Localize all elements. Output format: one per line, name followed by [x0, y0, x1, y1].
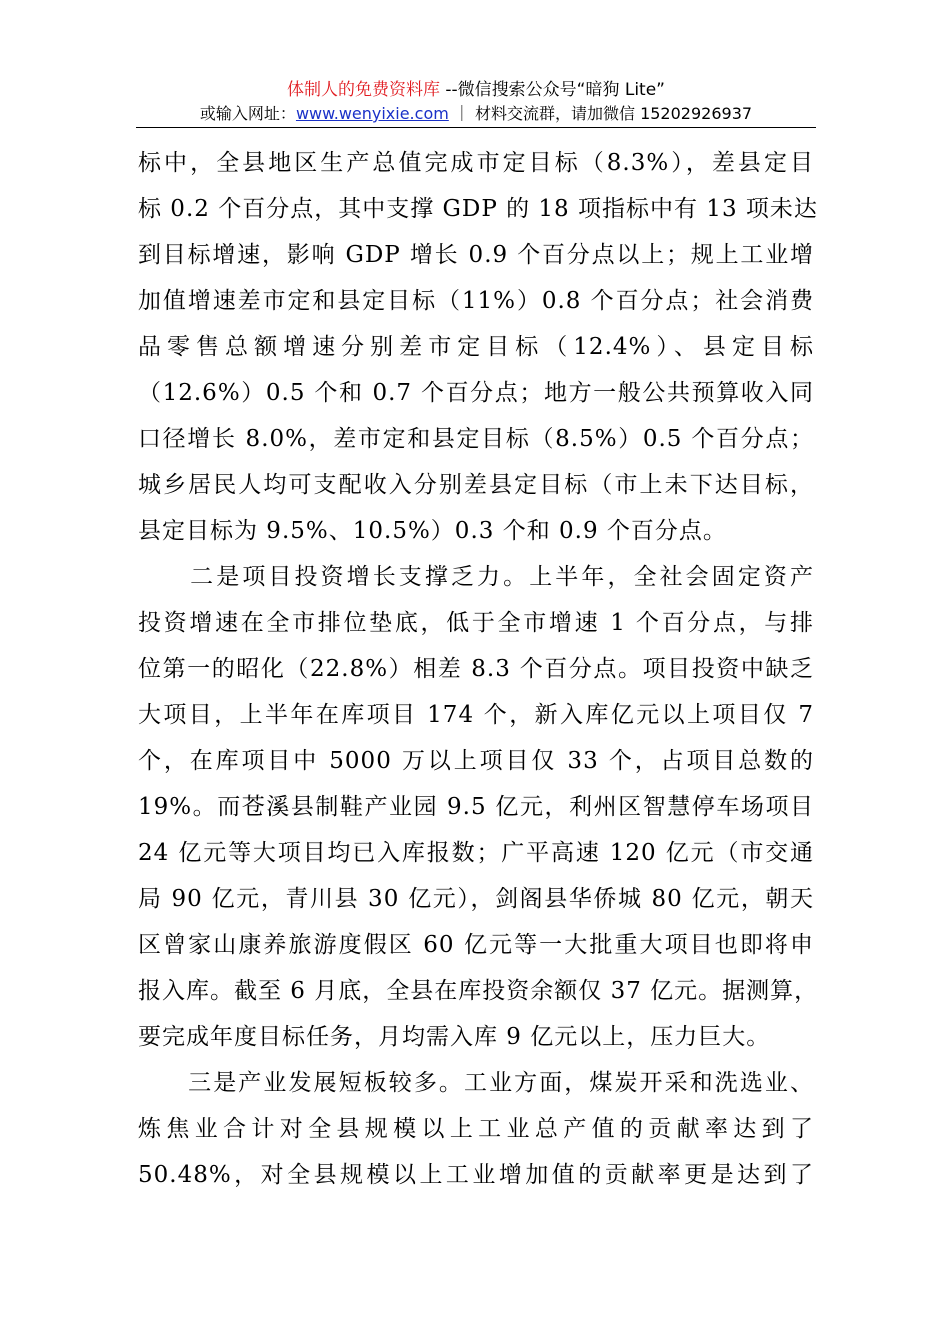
text-line: 24 亿元等大项目均已入库报数；广平高速 120 亿元（市交通: [138, 840, 814, 866]
header-contact-suffix: ｜ 材料交流群，请加微信 15202926937: [448, 104, 753, 123]
text-line: 标 0.2 个百分点，其中支撑 GDP 的 18 项指标中有 13 项未达: [138, 196, 818, 222]
text-line: 19%。而苍溪县制鞋产业园 9.5 亿元，利州区智慧停车场项目: [138, 794, 814, 820]
text-line: 大项目，上半年在库项目 174 个，新入库亿元以上项目仅 7: [138, 702, 814, 728]
header-contact-line: [136, 102, 816, 126]
text-line: 到目标增速，影响 GDP 增长 0.9 个百分点以上；规上工业增: [138, 242, 814, 268]
text-line: 个，在库项目中 5000 万以上项目仅 33 个，占项目总数的: [138, 748, 814, 774]
text-line: 投资增速在全市排位垫底，低于全市增速 1 个百分点，与排: [138, 610, 814, 636]
text-line: （12.6%）0.5 个和 0.7 个百分点；地方一般公共预算收入同: [138, 380, 814, 406]
text-line: 加值增速差市定和县定目标（11%）0.8 个百分点；社会消费: [138, 288, 814, 314]
header-url-prefix: 或输入网址：: [199, 104, 296, 123]
text-line: 炼焦业合计对全县规模以上工业总产值的贡献率达到了: [138, 1116, 814, 1142]
website-link[interactable]: www.wenyixie.com: [295, 104, 449, 123]
text-line: 标中，全县地区生产总值完成市定目标（8.3%），差县定目: [138, 150, 814, 176]
text-line: 三是产业发展短板较多。工业方面，煤炭开采和洗选业、: [138, 1070, 814, 1096]
header-divider: [136, 127, 816, 128]
document-header: [136, 78, 816, 126]
header-tagline: --微信搜索公众号“暗狗 Lite”: [439, 80, 665, 100]
paragraph-3-industry: [138, 1060, 814, 1198]
text-line: 二是项目投资增长支撑乏力。上半年，全社会固定资产: [138, 564, 814, 590]
text-line: 口径增长 8.0%，差市定和县定目标（8.5%）0.5 个百分点；: [138, 426, 814, 452]
text-line: 要完成年度目标任务，月均需入库 9 亿元以上，压力巨大。: [138, 1024, 771, 1050]
text-line: 城乡居民人均可支配收入分别差县定目标（市上未下达目标，: [138, 472, 814, 498]
text-line: 品零售总额增速分别差市定目标（12.4%）、县定目标: [138, 334, 814, 360]
paragraph-2-project-investment: [138, 554, 819, 1060]
text-line: 位第一的昭化（22.8%）相差 8.3 个百分点。项目投资中缺乏: [138, 656, 814, 682]
header-brand: 体制人的免费资料库: [286, 80, 440, 100]
text-line: 50.48%，对全县规模以上工业增加值的贡献率更是达到了: [138, 1162, 814, 1188]
text-line: 报入库。截至 6 月底，全县在库投资余额仅 37 亿元。据测算，: [138, 978, 819, 1004]
text-line: 县定目标为 9.5%、10.5%）0.3 个和 0.9 个百分点。: [138, 518, 727, 544]
paragraph-1: [138, 140, 818, 554]
text-line: 区曾家山康养旅游度假区 60 亿元等一大批重大项目也即将申: [138, 932, 814, 958]
text-line: 局 90 亿元，青川县 30 亿元），剑阁县华侨城 80 亿元，朝天: [138, 886, 814, 912]
header-title-line: [136, 78, 816, 102]
document-body: [138, 140, 819, 1198]
